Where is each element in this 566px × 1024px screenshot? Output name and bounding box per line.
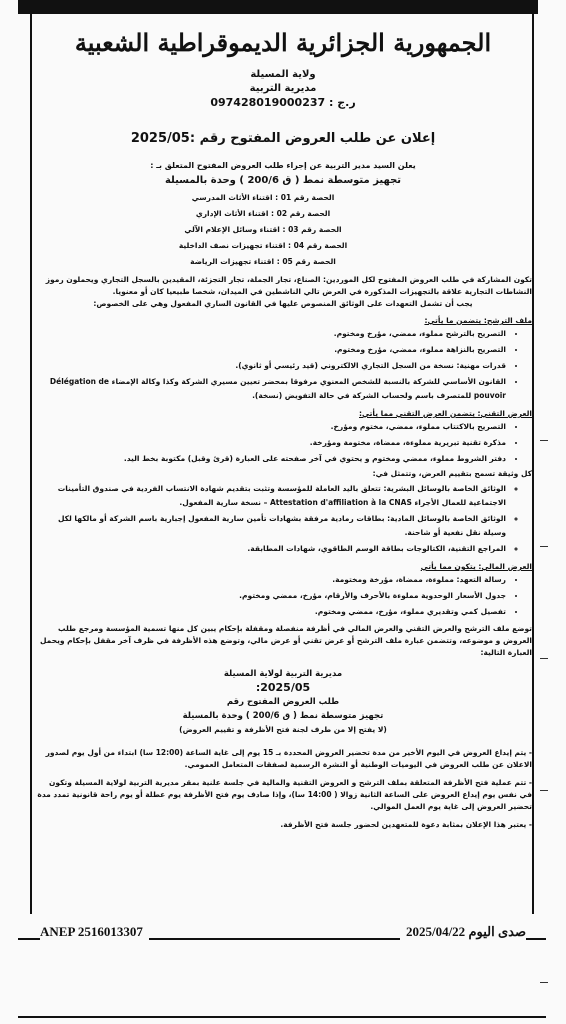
lots-list (34, 190, 532, 270)
list-item: • قدرات مهنية: نسخة من السجل التجاري الالكتروني (قيد رئيسي أو ثانوي). (34, 359, 506, 373)
list-item: • جدول الأسعار الوحدوية مملوءة بالأحرف والأرقام، مؤرخ، ممضي ومختوم. (34, 589, 506, 603)
list-item: ◦ الوثائق الخاصة بالوسائل المادية: بطاقات رمادية مرفقة بشهادات تأمين سارية المفعول إجبارية باسم الشركة أو مالكها لكل وسيلة نقل نفعية أو شاحنة. (34, 512, 506, 540)
list-item: ◦ الوثائق الخاصة بالوسائل البشرية: تتعلق باليد العاملة للمؤسسة وتثبت بتقديم شهادة الانتساب الفردية في صندوق التأمينات الاجتماعية للعمال الأجراء Attestation d'affiliation à la CNAS – نسخة سارية المفعول. (34, 482, 506, 510)
envelope-line: مديرية التربية لولاية المسيلة (223, 669, 343, 679)
list-item: • دفتر الشروط مملوء، ممضي ومختوم و يحتوي في آخر صفحته على العبارة (قرئ وقبل) مكتوبة بخط اليد. (34, 452, 506, 466)
final-paragraph: - يعتبر هذا الإعلان بمثابة دعوة للمتعهدين لحضور جلسة فتح الأظرفة. (280, 820, 532, 829)
right-border (532, 14, 534, 914)
margin-mark (540, 440, 548, 441)
margin-mark (540, 546, 548, 547)
lot-item: الحصة رقم 04 : اقتناء تجهيزات نصف الداخلية (178, 241, 348, 250)
margin-mark (540, 658, 548, 659)
envelope-note: توضع ملف الترشح والعرض التقني والعرض المالي في أظرفة منفصلة ومقفلة بإحكام يبين كل منها تسمية المؤسسة ومرجع طلب العروض و موضوعه، وتتضمن عبارة ملف الترشح أو عرض تقني أو عرض مالي، وتوضع هذه الأظرفة في ظرف آخر مقفل بإحكام ويحمل العبارة التالية: (39, 624, 532, 657)
reference-number: ر.ج : 097428019000237 (210, 96, 356, 109)
list-item: • القانون الأساسي للشركة بالنسبة للشخص المعنوي مرفوقا بمحضر تعيين مسيري الشركة وكذا وكالة الإمضاء Délégation de pouvoir للمتصرف باسم ولحساب الشركة في حالة التفويض (نسخة). (34, 375, 506, 403)
technical-title: العرض التقني: يتضمن العرض التقني مما يأتي: (359, 409, 532, 418)
financial-list (34, 573, 506, 619)
list-item: ◦ المراجع التقنية، الكتالوجات بطاقة الوسم الطاقوي، شهادات المطابقة. (34, 542, 506, 556)
evaluation-note: كل وثيقة تسمح بتقييم العرض، وتتمثل في: (372, 469, 532, 478)
financial-title: العرض المالي: يتكون مما يأتي (420, 562, 532, 571)
list-item: • تفصيل كمي وتقديري مملوء، مؤرخ، ممضي ومختوم. (34, 605, 506, 619)
footer (40, 924, 526, 944)
lot-item: الحصة رقم 01 : اقتناء الأثاث المدرسي (191, 193, 335, 202)
envelope-line: 2025/05: (255, 681, 311, 694)
lot-item: الحصة رقم 02 : اقتناء الأثاث الإداري (195, 209, 331, 218)
notice-subject: تجهيز متوسطة نمط ( ق 200/6 ) وحدة بالمسيلة (164, 175, 402, 186)
lot-item: الحصة رقم 03 : اقتناء وسائل الإعلام الآلي (184, 225, 342, 234)
margin-mark (540, 982, 548, 983)
technical-list (34, 420, 506, 466)
candidature-list (34, 327, 506, 403)
publication-date: صدى اليوم 2025/04/22 (400, 924, 526, 940)
list-item: • رسالة التعهد: مملوءة، ممضاة، مؤرخة ومختومة. (34, 573, 506, 587)
candidature-title: ملف الترشح: يتضمن ما يأتي: (424, 316, 532, 325)
margin-mark (540, 790, 548, 791)
list-item: • مذكرة تقنية تبريرية مملوءة، ممضاة، مختومة ومؤرخة. (34, 436, 506, 450)
list-item: • التصريح بالنزاهة مملوء، ممضي، مؤرخ ومختوم. (34, 343, 506, 357)
left-border (30, 14, 32, 914)
list-item: • التصريح بالاكتتاب مملوء، ممضي، مختوم ومؤرخ. (34, 420, 506, 434)
list-item: • التصريح بالترشح مملوء، ممضي، مؤرخ ومختوم. (34, 327, 506, 341)
final-paragraph: - يتم إيداع العروض في اليوم الأخير من مدة تحضير العروض المحددة بـ 15 يوم إلى غاية الساعة (12:00 سا) ابتداء من أول يوم لصدور الاعلان عن طلب العروض في اليوميات الوطنية أو النشرة الرسمية لصفقات المتعامل العمومي. (45, 748, 532, 769)
eligibility-paragraph: تكون المشاركة في طلب العروض المفتوح لكل الموردين: الصناع، تجار الجملة، تجار التجزئة، المقيدين بالسجل التجاري ويحملون رموز النشاطات التجارية علاقة بالتجهيزات المذكورة في العرض تالي الناشطين في الميدان، شخصا طبيعيا كان أو معنويا. (45, 275, 532, 296)
notice-intro: يعلن السيد مدير التربية عن إجراء طلب العروض المفتوح المتعلق بـ : (150, 161, 416, 170)
bottom-rule (18, 1016, 546, 1018)
final-paragraphs (34, 747, 532, 831)
envelope-line: تجهيز متوسطة نمط ( ق 200/6 ) وحدة بالمسيلة (182, 711, 384, 721)
anep-code: ANEP 2516013307 (40, 924, 149, 940)
envelope-line: (لا يفتح إلا من طرف لجنة فتح الأظرفة و تقييم العروض) (179, 725, 387, 734)
top-black-bar (18, 0, 538, 14)
envelope-label (34, 667, 532, 737)
documents-note: يجب أن تشمل التعهدات على الوثائق المنصوص عليها في القانون الساري المفعول وهي على الخصوص: (93, 299, 473, 308)
notice-page (34, 14, 532, 831)
final-paragraph: - تتم عملية فتح الأظرفة المتعلقة بملف الترشح و العروض التقنية والمالية في جلسة علنية بمقر مديرية التربية لولاية المسيلة وتكون في نفس يوم إيداع العروض على الساعة الثانية زوالا ( 14:00 سا)، وإذا صادف يوم فتح الأظرفة يوم عطلة أو يوم راحة قانونية تمدد مدة تحضير العروض إلى غاية يوم العمل الموالي. (37, 778, 532, 811)
evaluation-list (34, 482, 506, 556)
wilaya-name: ولاية المسيلة (250, 69, 316, 80)
directorate-name: مديرية التربية (249, 83, 317, 94)
notice-heading: إعلان عن طلب العروض المفتوح رقم :2025/05 (130, 131, 436, 146)
page-title: الجمهورية الجزائرية الديموقراطية الشعبية (74, 28, 492, 57)
lot-item: الحصة رقم 05 : اقتناء تجهيزات الرياضة (190, 257, 336, 266)
envelope-line: طلب العروض المفتوح رقم (226, 697, 340, 707)
